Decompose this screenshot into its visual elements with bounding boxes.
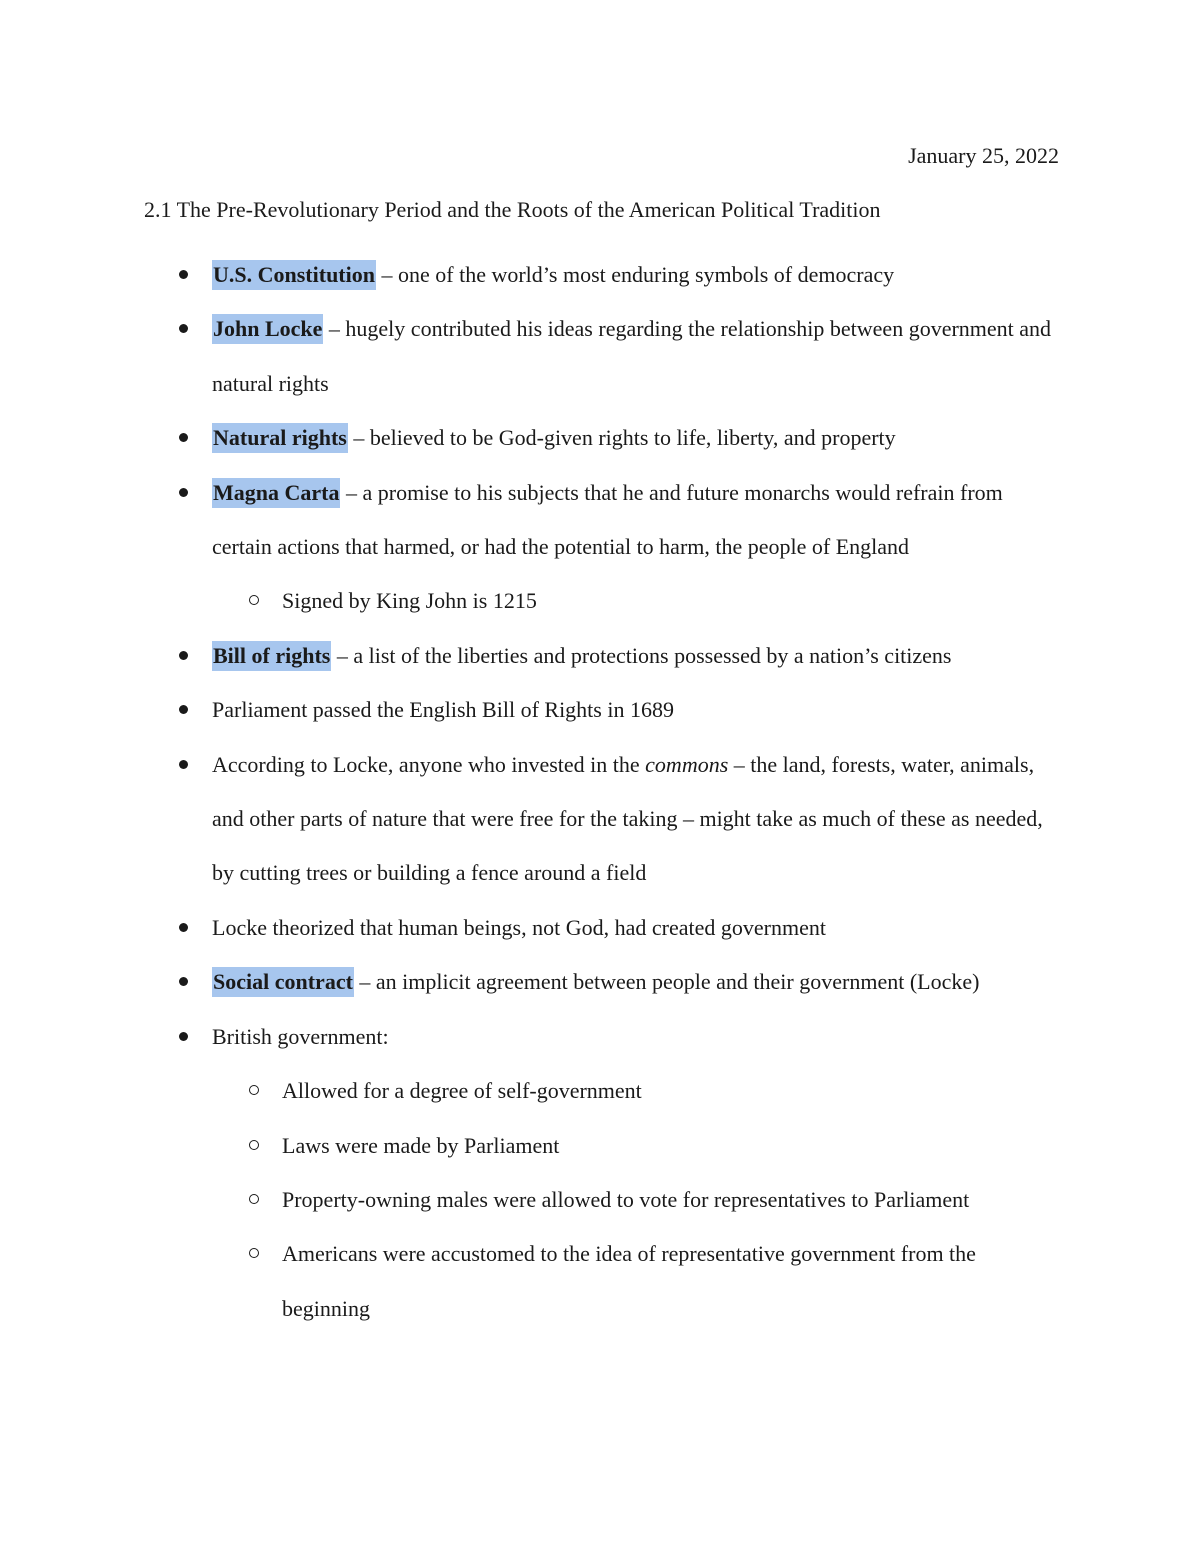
list-item [0, 302, 1062, 411]
list-item [0, 738, 1062, 901]
notes-list [0, 248, 1200, 1336]
list-item [0, 1010, 1062, 1064]
sub-list-item [0, 1173, 1062, 1227]
item-text: – a list of the liberties and protections possessed by a nation’s citizens [331, 642, 952, 668]
item-text: – believed to be God-given rights to life, liberty, and property [347, 425, 896, 451]
hollow-bullet-icon [249, 1140, 259, 1150]
item-text: – a promise to his subjects that he and future monarchs would refrain from certain actions that harmed, or had the potential to harm, the people of England [212, 479, 1003, 560]
bullet-icon [179, 651, 188, 660]
sub-list-item [0, 1227, 1062, 1336]
list-item [0, 411, 1062, 465]
list-item [0, 248, 1062, 302]
highlighted-term: Natural rights [212, 423, 348, 453]
item-text: Property-owning males were allowed to vote for representatives to Parliament [282, 1186, 970, 1212]
item-text: Americans were accustomed to the idea of representative government from the beginning [282, 1241, 976, 1321]
list-item [0, 683, 1062, 737]
highlighted-term: U.S. Constitution [212, 260, 376, 290]
bullet-icon [179, 433, 188, 442]
item-text: – one of the world’s most enduring symbols of democracy [375, 262, 895, 287]
sub-list-item [0, 1119, 1062, 1173]
italic-term: commons [645, 751, 729, 777]
item-text: According to Locke, anyone who invested in the [212, 751, 646, 777]
bullet-icon [179, 760, 188, 769]
list-item [0, 466, 1062, 575]
list-item [0, 629, 1062, 683]
item-text: Locke theorized that human beings, not God, had created government [212, 914, 826, 940]
bullet-icon [179, 977, 188, 986]
bullet-icon [179, 488, 188, 497]
hollow-bullet-icon [249, 1085, 259, 1095]
highlighted-term: Bill of rights [212, 641, 331, 671]
item-text: Allowed for a degree of self-government [282, 1078, 642, 1104]
highlighted-term: Social contract [212, 967, 354, 997]
item-text: – hugely contributed his ideas regarding the relationship between government and natural rights [212, 316, 1052, 396]
bullet-icon [179, 1032, 188, 1041]
bullet-icon [179, 923, 188, 932]
bullet-icon [179, 705, 188, 714]
hollow-bullet-icon [249, 1248, 259, 1258]
sub-list-item [0, 1064, 1062, 1118]
document-date: January 25, 2022 [908, 143, 1059, 168]
bullet-icon [179, 270, 188, 279]
hollow-bullet-icon [249, 1194, 259, 1204]
item-text: – an implicit agreement between people and their government (Locke) [353, 969, 980, 995]
item-text: Parliament passed the English Bill of Rights in 1689 [212, 697, 674, 723]
item-text: Laws were made by Parliament [282, 1132, 560, 1158]
bullet-icon [179, 324, 188, 333]
list-item [0, 901, 1062, 955]
item-text: – the land, forests, water, animals, and other parts of nature that were free for the taking – might take as much of these as needed, by cutting trees or building a fence around a field [212, 751, 1043, 886]
highlighted-term: Magna Carta [212, 478, 340, 508]
item-text: British government: [212, 1023, 389, 1049]
hollow-bullet-icon [249, 595, 259, 605]
highlighted-term: John Locke [212, 314, 323, 344]
item-text: Signed by King John is 1215 [282, 588, 537, 614]
section-heading: 2.1 The Pre-Revolutionary Period and the Roots of the American Political Tradition [144, 197, 881, 222]
list-item [0, 955, 1062, 1009]
sub-list-item [0, 574, 1062, 628]
